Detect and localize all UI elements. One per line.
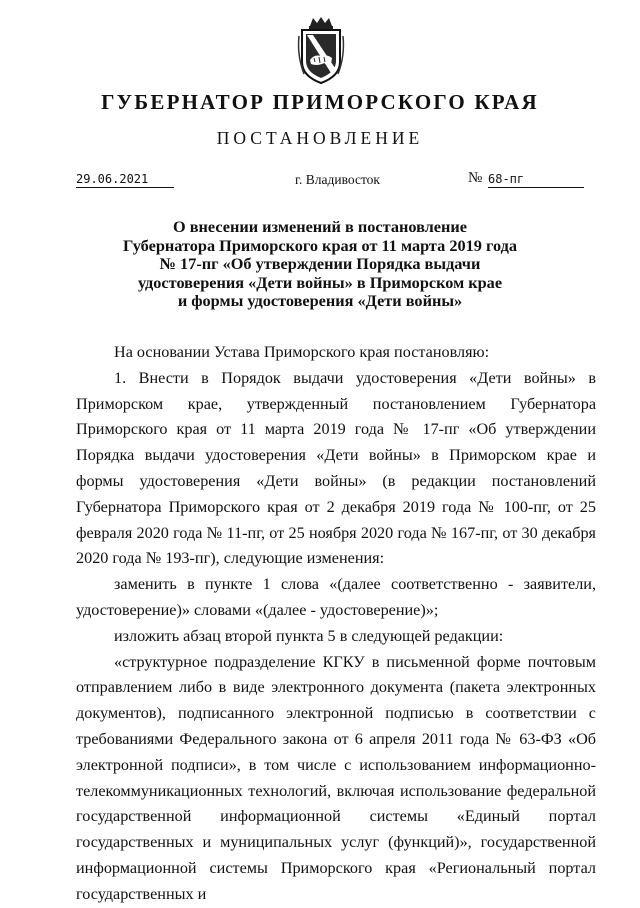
heading-line: № 17-пг «Об утверждении Порядка выдачи <box>159 254 481 274</box>
governor-title: ГУБЕРНАТОР ПРИМОРСКОГО КРАЯ <box>101 90 539 114</box>
body-paragraph: На основании Устава Приморского края постановляю: <box>114 343 490 361</box>
body-paragraph: заменить в пункте 1 слова «(далее соответственно - заявители, удостоверение)» словами «(далее - удостоверение)»; <box>76 575 596 619</box>
heading-line: и формы удостоверения «Дети войны» <box>177 291 463 311</box>
document-city: г. Владивосток <box>295 172 380 187</box>
document-type: ПОСТАНОВЛЕНИЕ <box>216 128 424 148</box>
document-heading <box>60 218 580 311</box>
document-number-label: № <box>468 170 483 186</box>
body-paragraph: изложить абзац второй пункта 5 в следующей редакции: <box>114 626 504 645</box>
document-number: 68-пг <box>488 172 584 188</box>
heading-line: Губернатора Приморского края от 11 марта 2019 года <box>123 235 517 255</box>
body-paragraph: 1. Внести в Порядок выдачи удостоверения «Дети войны» в Приморском крае, утвержденный постановлением Губернатора Приморского края от 11 марта 2019 года № 17-пг «Об утверждении Порядка выдачи удостоверения «Дети войны» в Приморском крае и формы удостоверения «Дети войны» (в редакции постановлений Губернатора Приморского края от 2 декабря 2019 года № 100-пг, от 25 февраля 2020 года № 11-пг, от 25 ноября 2020 года № 167-пг, от 30 декабря 2020 года № 193-пг), следующие изменения: <box>76 368 596 568</box>
coat-of-arms-icon <box>296 16 346 86</box>
document-body <box>76 340 596 908</box>
document-date: 29.06.2021 <box>76 172 174 188</box>
body-paragraph: «структурное подразделение КГКУ в письменной форме почтовым отправлением либо в виде электронного документа (пакета электронных документов), подписанного электронной подписью в соответствии с требованиями Федерального закона от 6 апреля 2011 года № 63-ФЗ «Об электронной подписи», в том числе с использованием информационно-телекоммуникационных технологий, включая использование федеральной государственной информационной системы «Единый портал государственных и муниципальных услуг (функций)», государственной информационной системы Приморского края «Региональный портал государственных и <box>76 652 596 903</box>
heading-line: удостоверения «Дети войны» в Приморском крае <box>137 272 503 292</box>
heading-line: О внесении изменений в постановление <box>172 217 468 236</box>
